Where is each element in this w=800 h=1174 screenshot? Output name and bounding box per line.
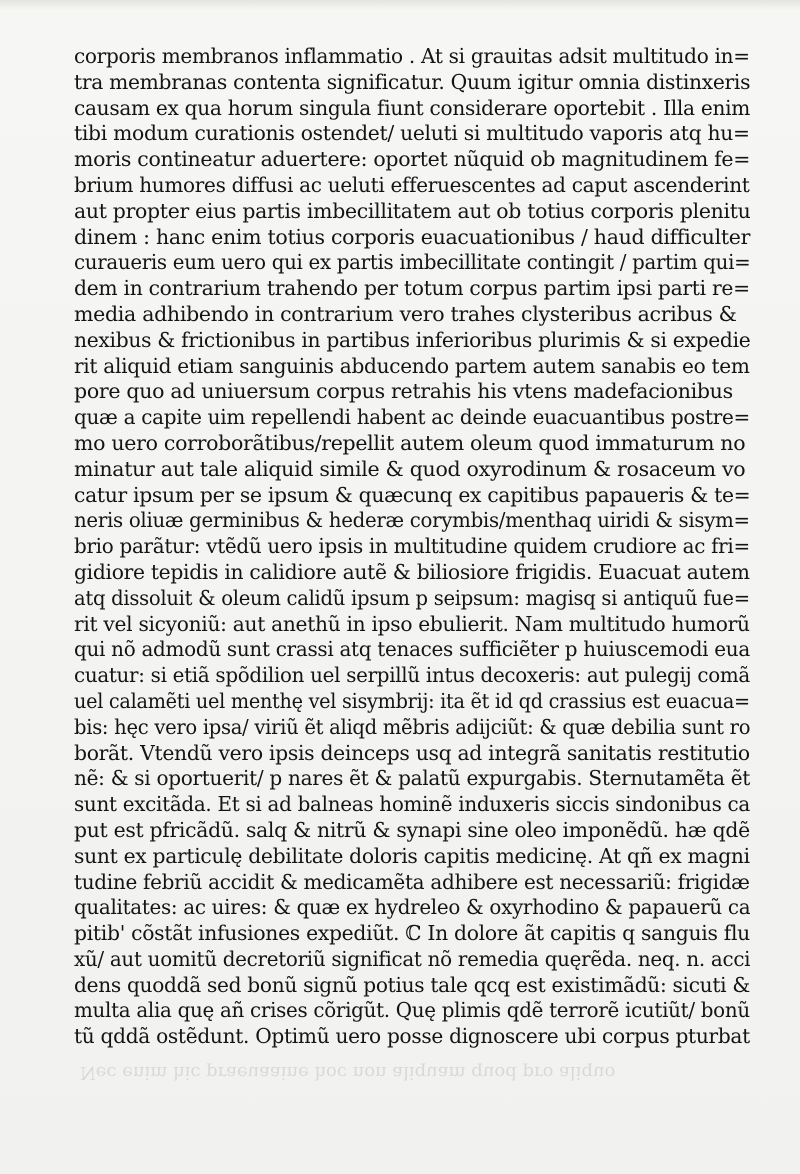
text-line: catur ipsum per se ipsum & quæcunq ex capitibus papaueris & te= <box>74 482 751 507</box>
text-line: qualitates: ac uires: & quæ ex hydreleo & oxyrhodino & papauerũ ca <box>74 895 751 920</box>
text-line: dens quoddã sed bonũ signũ potius tale qcq est existimãdũ: sicuti & <box>74 972 750 997</box>
text-line: aut propter eius partis imbecillitatem aut ob totius corporis plenitu <box>74 198 751 223</box>
page-top-edge <box>0 0 800 10</box>
text-line: causam ex qua horum singula fiunt considerare oportebit . Illa enim <box>74 95 751 120</box>
text-line: nexibus & frictionibus in partibus inferioribus plurimis & si expedie <box>74 327 751 352</box>
text-line: qui nõ admodũ sunt crassi atq tenaces sufficiẽter p huiuscemodi eua <box>74 637 750 662</box>
text-line: rit vel sicyoniũ: aut anethũ in ipso ebulierit. Nam multitudo humorũ <box>74 611 750 636</box>
text-line: brio parãtur: vtẽdũ uero ipsis in multitudine quidem crudiore ac fri= <box>74 534 750 559</box>
text-line: atq dissoluit & oleum calidũ ipsum p seipsum: magisq si antiquũ fue= <box>74 585 750 610</box>
text-line: neris oliuæ germinibus & hederæ corymbis/menthaq uiridi & sisym= <box>74 508 750 533</box>
text-line: pore quo ad uniuersum corpus retrahis his vtens madefacionibus <box>74 379 733 404</box>
text-line: nẽ: & si oportuerit/ p nares ẽt & palatũ expurgabis. Sternutamẽta ẽt <box>74 766 751 791</box>
text-line: bis: hęc vero ipsa/ viriũ ẽt aliqd mẽbris adijciũt: & quæ debilia sunt ro <box>74 714 751 739</box>
latin-text-block <box>74 44 750 1050</box>
text-line: xũ/ aut uomitũ decretoriũ significat nõ remedia quęrẽda. neq. n. acci <box>74 946 751 971</box>
text-line: sunt excitãda. Et si ad balneas hominẽ induxeris siccis sindonibus ca <box>74 792 750 817</box>
text-line: mo uero corroborãtibus/repellit autem oleum quod immaturum no <box>74 430 746 455</box>
text-line: pitib' cõstãt infusiones expediũt. ℂ In dolore ãt capitis q sanguis flu <box>74 921 750 946</box>
text-line: tra membranas contenta significatur. Quum igitur omnia distinxeris <box>74 69 751 94</box>
text-line: rit aliquid etiam sanguinis abducendo partem autem sanabis eo tem <box>74 353 750 378</box>
text-line: brium humores diffusi ac ueluti efferuescentes ad caput ascenderint <box>74 172 750 197</box>
text-line: borãt. Vtendũ vero ipsis deinceps usq ad integrã sanitatis restitutio <box>74 740 750 765</box>
text-line: dem in contrarium trahendo per totum corpus partim ipsi parti re= <box>74 276 750 301</box>
text-line: uel calamẽti uel menthę vel sisymbrij: ita ẽt id qd crassius est euacua= <box>74 688 750 713</box>
text-line: quæ a capite uim repellendi habent ac deinde euacuantibus postre= <box>74 405 750 430</box>
text-line: corporis membranos inflammatio . At si grauitas adsit multitudo in= <box>74 44 750 68</box>
bleed-through-text: Nec enim hic praeuaaine hoc non aliquam quod pro aliquo <box>80 1062 616 1083</box>
text-line: dinem : hanc enim totius corporis euacuationibus / haud difficulter <box>74 224 751 249</box>
text-line: sunt ex particulę debilitate doloris capitis medicinę. At qñ ex magni <box>74 843 750 868</box>
text-line: gidiore tepidis in calidiore autẽ & biliosiore frigidis. Euacuat autem <box>74 559 750 584</box>
text-line: tudine febriũ accidit & medicamẽta adhibere est necessariũ: frigidæ <box>74 869 750 894</box>
text-line: moris contineatur aduertere: oportet nũquid ob magnitudinem fe= <box>74 147 751 172</box>
text-line: tũ qddã ostẽdunt. Optimũ uero posse dignoscere ubi corpus pturbat <box>74 1024 750 1049</box>
text-line: multa alia quę añ crises cõrigũt. Quę plimis qdẽ terrorẽ icutiũt/ bonũ <box>74 998 750 1023</box>
text-line: cuatur: si etiã spõdilion uel serpillũ intus decoxeris: aut pulegij comã <box>74 663 750 688</box>
text-line: curaueris eum uero qui ex partis imbecillitate contingit / partim qui= <box>74 250 751 275</box>
text-line: minatur aut tale aliquid simile & quod oxyrodinum & rosaceum vo <box>74 456 746 481</box>
text-line: put est pfricãdũ. salq & nitrũ & synapi sine oleo imponẽdũ. hæ qdẽ <box>74 817 750 842</box>
text-line: tibi modum curationis ostendet/ ueluti si multitudo vaporis atq hu= <box>74 121 750 146</box>
text-line: media adhibendo in contrarium vero trahes clysteribus acribus & <box>74 301 737 326</box>
